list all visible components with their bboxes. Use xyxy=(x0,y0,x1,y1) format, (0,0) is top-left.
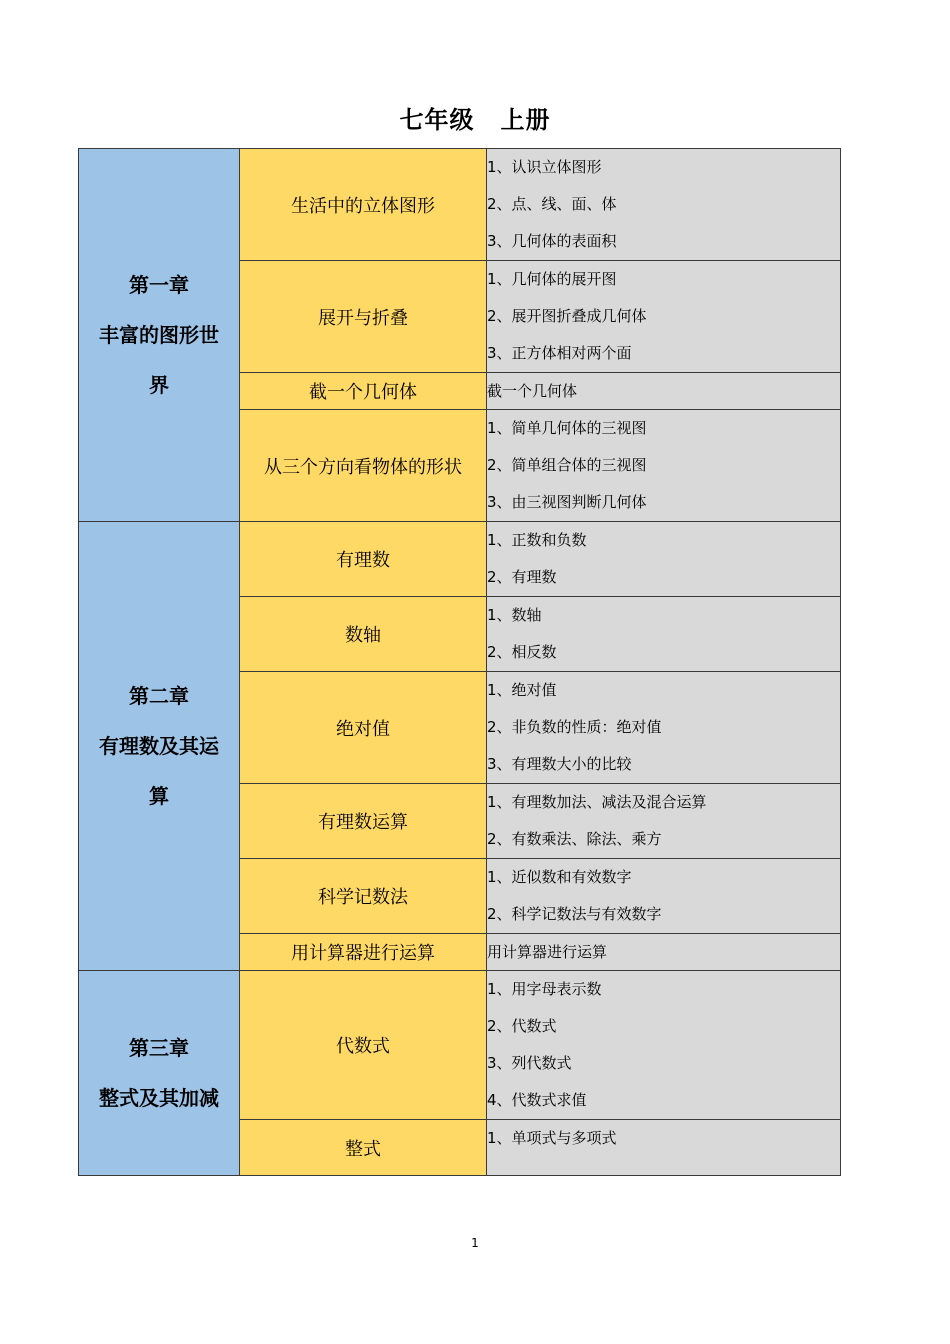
list-item: 1、正数和负数 xyxy=(487,531,587,549)
section-cell: 截一个几何体 xyxy=(240,373,487,410)
items-cell xyxy=(487,261,841,373)
list-item: 3、由三视图判断几何体 xyxy=(487,493,647,511)
section-cell: 从三个方向看物体的形状 xyxy=(240,410,487,522)
list-item: 2、科学记数法与有效数字 xyxy=(487,905,662,923)
items-cell xyxy=(487,410,841,522)
curriculum-table xyxy=(78,148,841,1176)
list-item: 4、代数式求值 xyxy=(487,1091,587,1109)
page-title xyxy=(0,100,950,135)
section-cell: 绝对值 xyxy=(240,672,487,784)
list-item: 截一个几何体 xyxy=(487,382,578,400)
items-cell xyxy=(487,373,841,410)
chapter-title: 界 xyxy=(149,373,169,397)
list-item: 1、数轴 xyxy=(487,606,542,624)
items-cell xyxy=(487,934,841,971)
section-cell: 用计算器进行运算 xyxy=(240,934,487,971)
items-cell xyxy=(487,597,841,672)
grade-label: 七年级 xyxy=(399,106,475,134)
list-item: 1、有理数加法、减法及混合运算 xyxy=(487,793,707,811)
chapter-cell xyxy=(79,149,240,522)
section-cell: 生活中的立体图形 xyxy=(240,149,487,261)
items-cell xyxy=(487,672,841,784)
chapter-title: 丰富的图形世 xyxy=(99,323,219,347)
list-item: 3、正方体相对两个面 xyxy=(487,344,632,362)
chapter-number: 第二章 xyxy=(129,684,189,708)
list-item: 2、有理数 xyxy=(487,568,557,586)
section-cell: 有理数 xyxy=(240,522,487,597)
section-cell: 代数式 xyxy=(240,971,487,1120)
chapter-cell xyxy=(79,971,240,1176)
list-item: 1、近似数和有效数字 xyxy=(487,868,632,886)
section-cell: 展开与折叠 xyxy=(240,261,487,373)
list-item: 3、列代数式 xyxy=(487,1054,572,1072)
list-item: 2、相反数 xyxy=(487,643,557,661)
list-item: 1、绝对值 xyxy=(487,681,557,699)
items-cell xyxy=(487,1120,841,1176)
list-item: 2、非负数的性质：绝对值 xyxy=(487,718,662,736)
list-item: 2、点、线、面、体 xyxy=(487,195,617,213)
list-item: 1、用字母表示数 xyxy=(487,980,602,998)
chapter-cell xyxy=(79,522,240,971)
list-item: 2、简单组合体的三视图 xyxy=(487,456,647,474)
list-item: 1、简单几何体的三视图 xyxy=(487,419,647,437)
section-cell: 数轴 xyxy=(240,597,487,672)
chapter-title: 整式及其加减 xyxy=(99,1086,219,1110)
list-item: 3、有理数大小的比较 xyxy=(487,755,632,773)
chapter-title: 有理数及其运 xyxy=(99,734,219,758)
list-item: 用计算器进行运算 xyxy=(487,943,608,961)
list-item: 3、几何体的表面积 xyxy=(487,232,617,250)
items-cell xyxy=(487,859,841,934)
table-row xyxy=(79,522,841,597)
section-cell: 有理数运算 xyxy=(240,784,487,859)
list-item: 1、单项式与多项式 xyxy=(487,1129,617,1147)
section-cell: 科学记数法 xyxy=(240,859,487,934)
items-cell xyxy=(487,784,841,859)
items-cell xyxy=(487,149,841,261)
section-cell: 整式 xyxy=(240,1120,487,1176)
items-cell xyxy=(487,522,841,597)
volume-label: 上册 xyxy=(500,106,551,134)
list-item: 1、几何体的展开图 xyxy=(487,270,617,288)
list-item: 2、代数式 xyxy=(487,1017,557,1035)
table-row xyxy=(79,971,841,1120)
chapter-title: 算 xyxy=(149,784,169,808)
chapter-number: 第三章 xyxy=(129,1036,189,1060)
chapter-number: 第一章 xyxy=(129,273,189,297)
list-item: 2、有数乘法、除法、乘方 xyxy=(487,830,662,848)
page-number: 1 xyxy=(471,1236,479,1250)
list-item: 2、展开图折叠成几何体 xyxy=(487,307,647,325)
table-row xyxy=(79,149,841,261)
items-cell xyxy=(487,971,841,1120)
list-item: 1、认识立体图形 xyxy=(487,158,602,176)
